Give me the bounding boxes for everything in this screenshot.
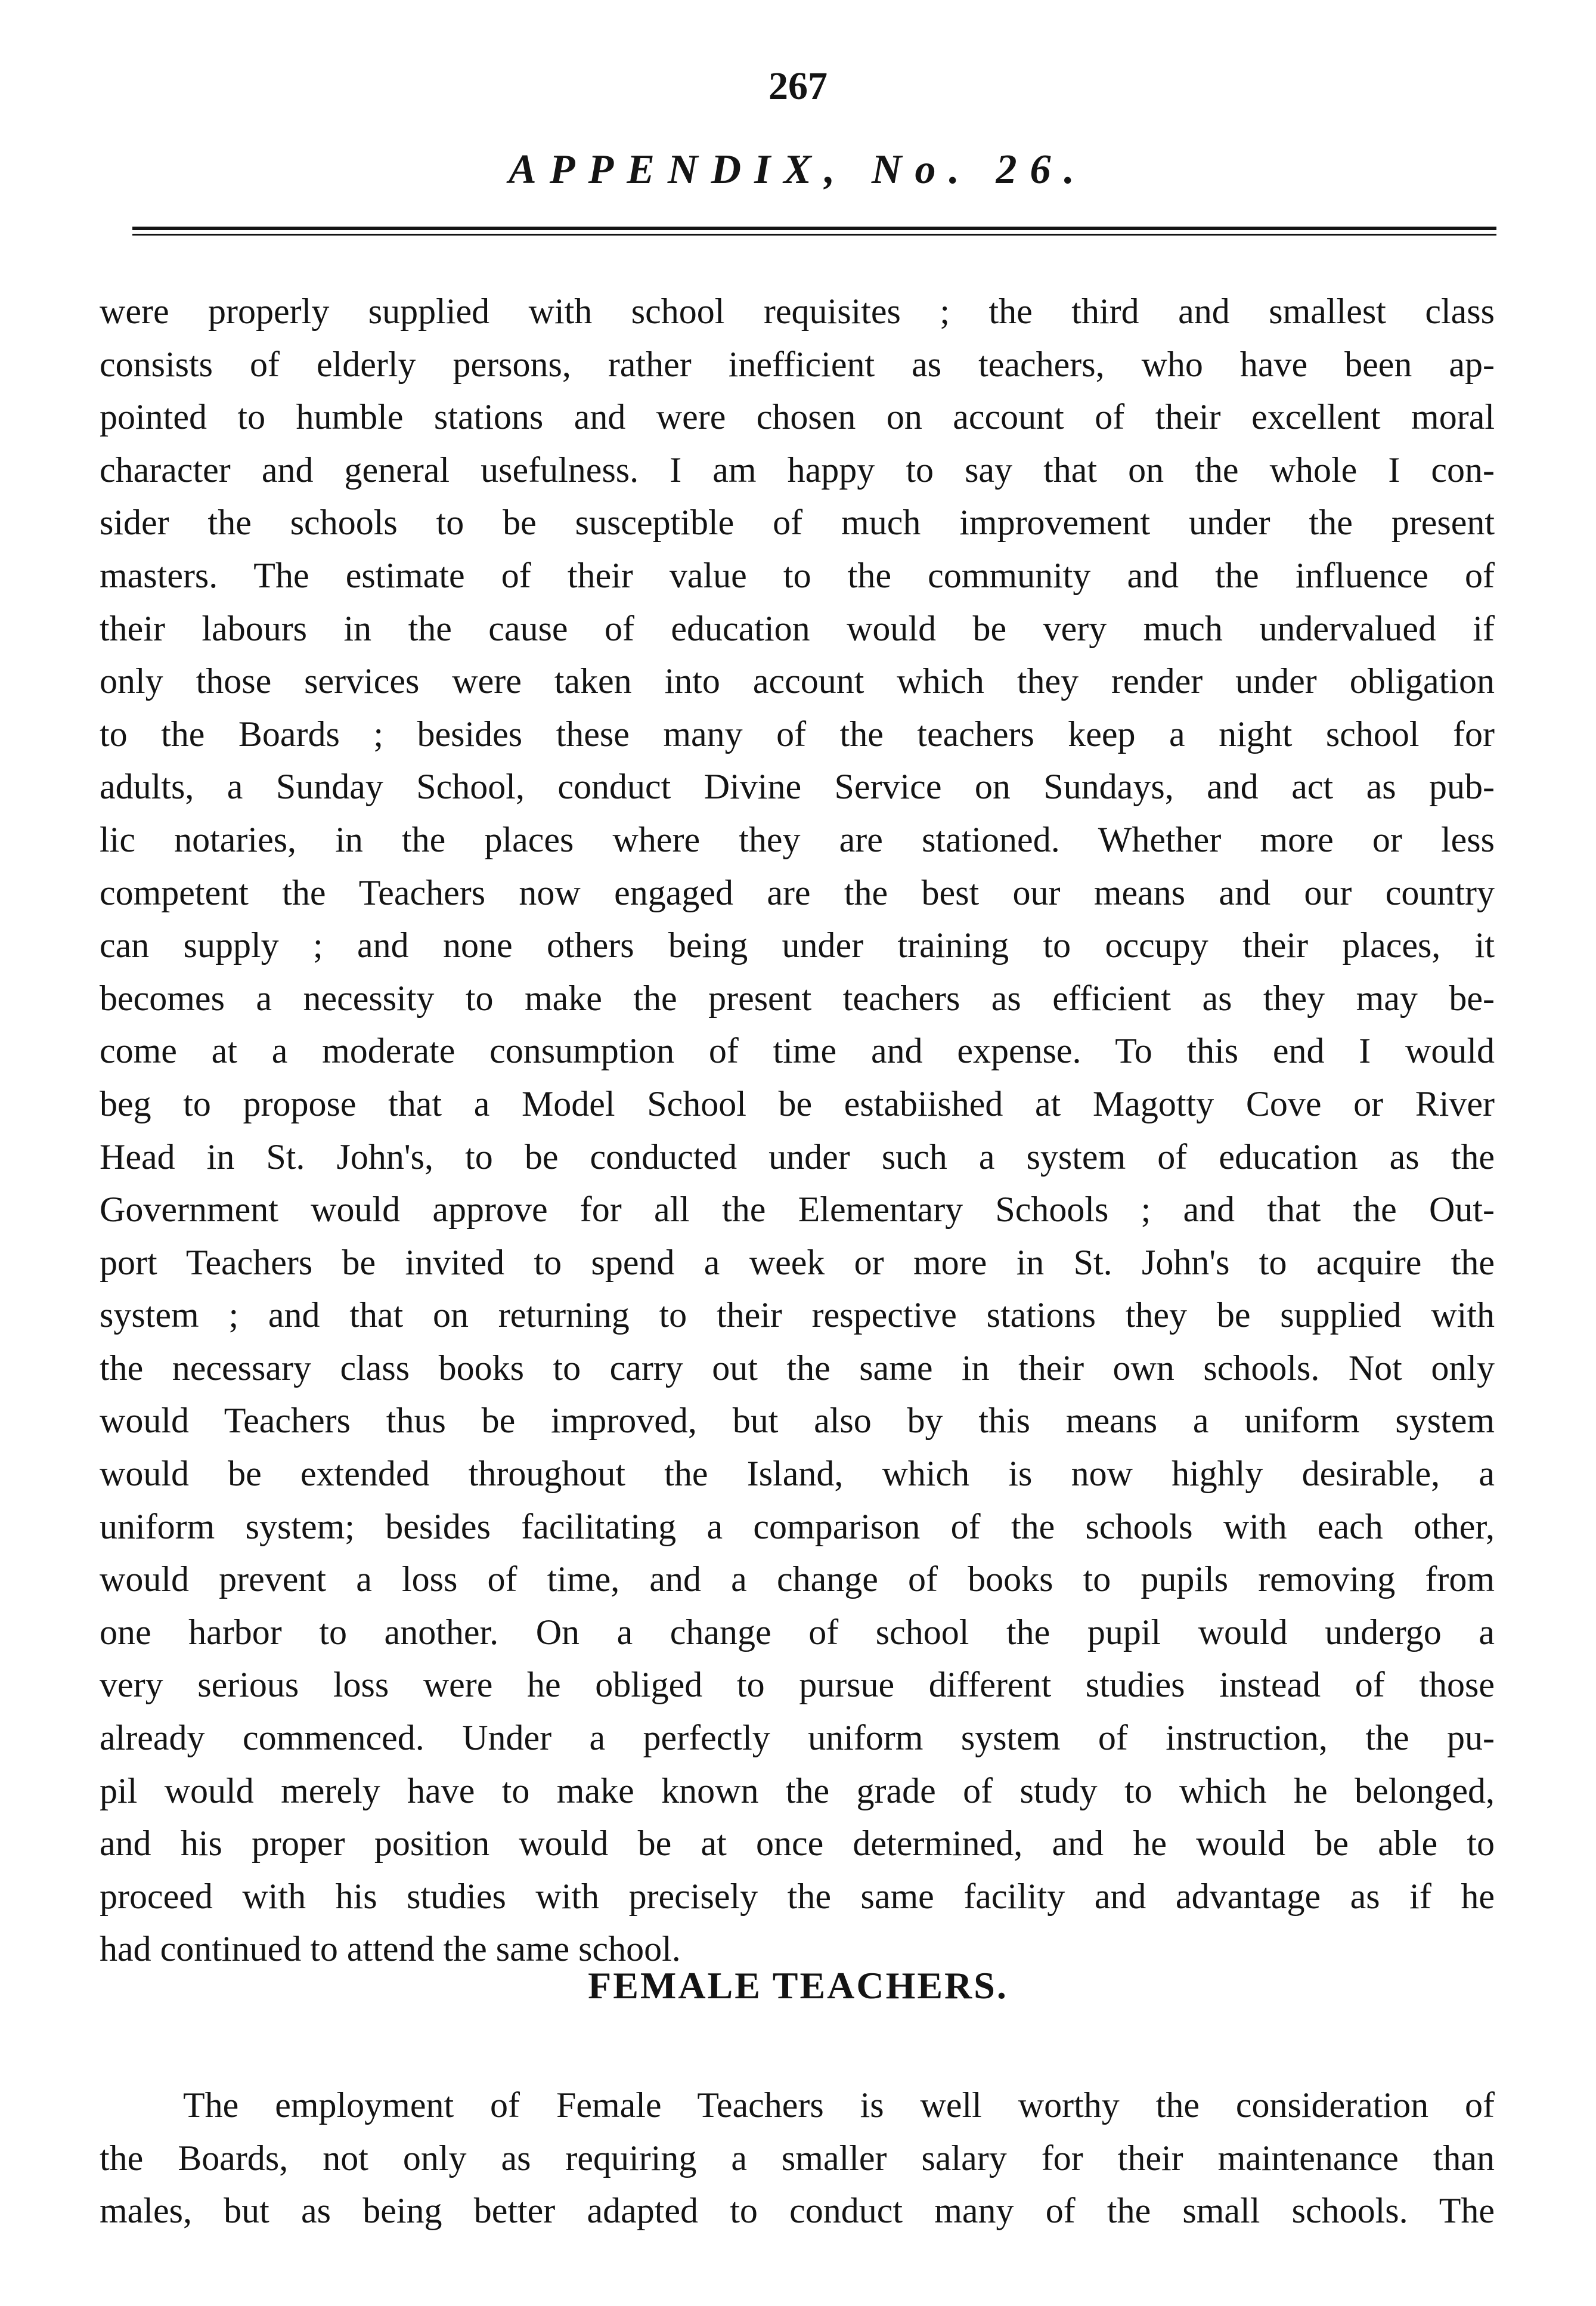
- text-line: character and general usefulness. I am happy to say that on the whole I con-: [100, 450, 1495, 490]
- text-line: had continued to attend the same school.: [100, 1929, 681, 1969]
- text-line: to the Boards ; besides these many of the teachers keep a night school for: [100, 714, 1495, 754]
- text-line: adults, a Sunday School, conduct Divine Service on Sundays, and act as pub-: [100, 767, 1495, 807]
- text-line: would prevent a loss of time, and a change of books to pupils removing from: [100, 1559, 1495, 1599]
- text-line: very serious loss were he obliged to pursue different studies instead of those: [100, 1665, 1495, 1705]
- header-rule: [132, 227, 1496, 237]
- text-line: uniform system; besides facilitating a comparison of the schools with each other,: [100, 1506, 1495, 1546]
- text-line: sider the schools to be susceptible of much improvement under the present: [100, 503, 1495, 543]
- text-line: competent the Teachers now engaged are the best our means and our country: [100, 872, 1495, 912]
- text-line: system ; and that on returning to their respective stations they be supplied with: [100, 1295, 1495, 1335]
- text-line: beg to propose that a Model School be estabiished at Magotty Cove or River: [100, 1084, 1495, 1123]
- body-paragraph: [100, 285, 1495, 1976]
- text-line: their labours in the cause of education would be very much undervalued if: [100, 608, 1495, 648]
- text-line: pointed to humble stations and were chosen on account of their excellent moral: [100, 397, 1495, 437]
- text-line: becomes a necessity to make the present teachers as efficient as they may be-: [100, 978, 1495, 1018]
- text-line: The employment of Female Teachers is well worthy the consideration of: [183, 2085, 1495, 2125]
- text-line: Head in St. John's, to be conducted under such a system of education as the: [100, 1137, 1495, 1177]
- text-line: the Boards, not only as requiring a smaller salary for their maintenance than: [100, 2138, 1495, 2178]
- text-line: port Teachers be invited to spend a week or more in St. John's to acquire the: [100, 1242, 1495, 1282]
- text-line: males, but as being better adapted to conduct many of the small schools. The: [100, 2191, 1495, 2231]
- text-line: can supply ; and none others being under training to occupy their places, it: [100, 926, 1495, 965]
- page-number: 267: [768, 64, 828, 108]
- text-line: proceed with his studies with precisely the same facility and advantage as if he: [100, 1876, 1495, 1916]
- text-line: already commenced. Under a perfectly uniform system of instruction, the pu-: [100, 1718, 1495, 1758]
- section-heading: FEMALE TEACHERS.: [588, 1964, 1008, 2007]
- running-head: APPENDIX, No. 26.: [509, 147, 1087, 193]
- header-rule-thick: [132, 227, 1496, 230]
- text-line: one harbor to another. On a change of school the pupil would undergo a: [100, 1612, 1495, 1652]
- text-line: were properly supplied with school requisites ; the third and smallest class: [100, 292, 1495, 331]
- text-line: would be extended throughout the Island, which is now highly desirable, a: [100, 1454, 1495, 1494]
- text-line: lic notaries, in the places where they are stationed. Whether more or less: [100, 819, 1495, 859]
- header-rule-thin: [132, 234, 1496, 236]
- text-line: only those services were taken into account which they render under obligation: [100, 661, 1495, 701]
- text-line: would Teachers thus be improved, but also by this means a uniform system: [100, 1401, 1495, 1441]
- section-paragraph: [100, 2079, 1495, 2237]
- text-line: the necessary class books to carry out the same in their own schools. Not only: [100, 1348, 1495, 1388]
- text-line: and his proper position would be at once determined, and he would be able to: [100, 1824, 1495, 1864]
- text-line: masters. The estimate of their value to the community and the influence of: [100, 555, 1495, 595]
- text-line: Government would approve for all the Elementary Schools ; and that the Out-: [100, 1190, 1495, 1230]
- text-line: come at a moderate consumption of time and expense. To this end I would: [100, 1031, 1495, 1071]
- text-line: pil would merely have to make known the grade of study to which he belonged,: [100, 1770, 1495, 1810]
- text-line: consists of elderly persons, rather inefficient as teachers, who have been ap-: [100, 344, 1495, 384]
